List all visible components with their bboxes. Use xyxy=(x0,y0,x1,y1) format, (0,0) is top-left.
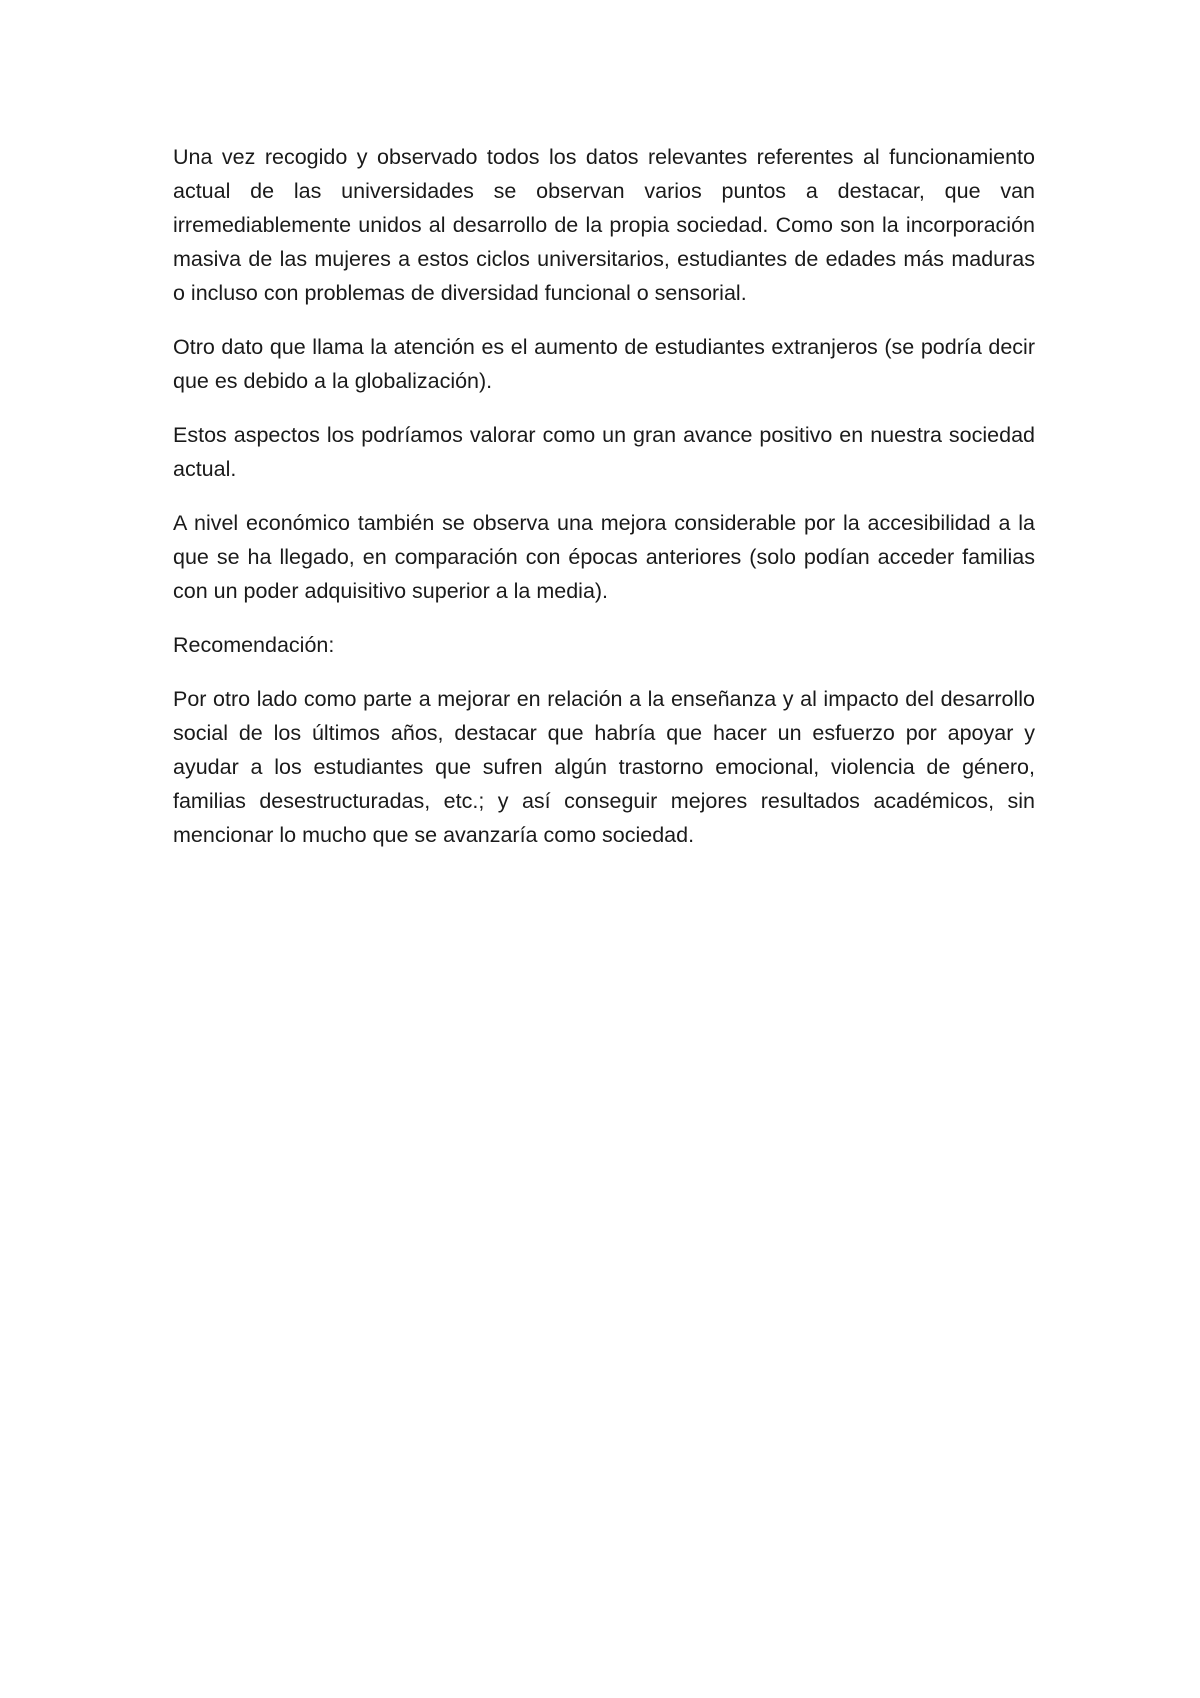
recommendation-heading: Recomendación: xyxy=(173,633,335,657)
paragraph-economic-level: A nivel económico también se observa una mejora considerable por la accesibilidad a la que se ha llegado, en comparación con épocas anteriores (solo podían acceder familias con un poder adquisitivo superior a la media). xyxy=(173,511,1035,603)
document-body xyxy=(173,140,1035,872)
paragraph-positive-assessment: Estos aspectos los podríamos valorar como un gran avance positivo en nuestra sociedad actual. xyxy=(173,423,1035,481)
paragraph-data-overview: Una vez recogido y observado todos los datos relevantes referentes al funcionamiento actual de las universidades se observan varios puntos a destacar, que van irremediablemente unidos al desarrollo de la propia sociedad. Como son la incorporación masiva de las mujeres a estos ciclos universitarios, estudiantes de edades más maduras o incluso con problemas de diversidad funcional o sensorial. xyxy=(173,145,1035,305)
paragraph-recommendation: Por otro lado como parte a mejorar en relación a la enseñanza y al impacto del desarrollo social de los últimos años, destacar que habría que hacer un esfuerzo por apoyar y ayudar a los estudiantes que sufren algún trastorno emocional, violencia de género, familias desestructuradas, etc.; y así conseguir mejores resultados académicos, sin mencionar lo mucho que se avanzaría como sociedad. xyxy=(173,687,1035,847)
paragraph-foreign-students: Otro dato que llama la atención es el aumento de estudiantes extranjeros (se podría decir que es debido a la globalización). xyxy=(173,335,1035,393)
